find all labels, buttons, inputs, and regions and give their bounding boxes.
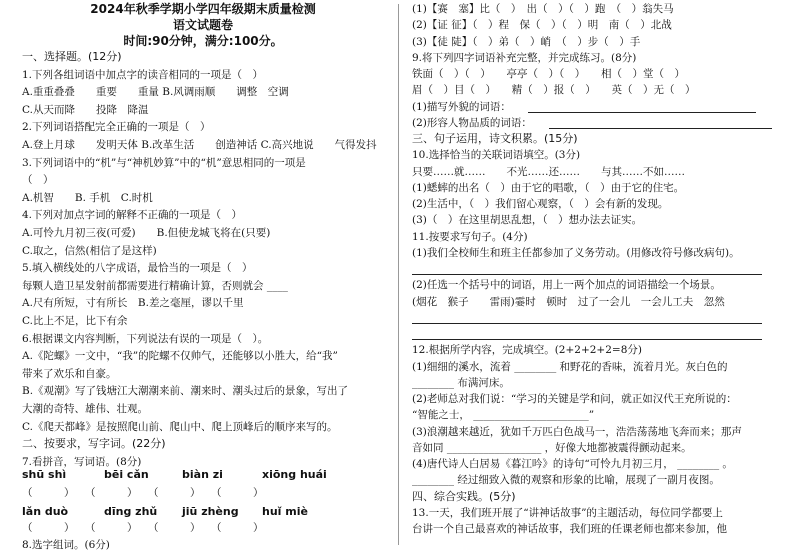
question-line: A.可怜九月初三夜(可爱) B.但使龙城飞将在(只要) — [22, 227, 271, 239]
time-info: 时间:90分钟，满分:100分。 — [123, 34, 283, 48]
question-line: 眉（ ）目（ ） 精（ ）报（ ） 英（ ）无（ ） — [412, 84, 696, 97]
answer-line[interactable] — [549, 128, 773, 129]
question-line: 10.选择恰当的关联词语填空。(3分) — [412, 149, 581, 162]
question-line: 13.一天，我们班开展了“讲神话故事”的主题活动，每位同学都要上 — [412, 506, 723, 519]
answer-line[interactable] — [412, 323, 762, 324]
question-line: 只要……就…… 不光……还…… 与其……不如…… — [412, 165, 685, 178]
answer-line[interactable] — [412, 274, 762, 275]
question-line: (2)老师总对我们说：“学习的关键是学和问，就正如汉代王充所说的： — [412, 393, 737, 405]
question-line: 2.下列词语搭配完全正确的一项是（ ） — [22, 121, 211, 134]
question-line: C.取之，信然(相信了是这样) — [22, 244, 157, 257]
pinyin-word: xiōng huái — [262, 468, 327, 482]
question-line: 音如同 __________________ ，好像大地都被震得颤动起来。 — [412, 441, 692, 454]
question-line: (烟花 猴子 雷雨)霎时 顿时 过了一会儿 一会儿工夫 忽然 — [412, 295, 725, 308]
question-line: （ ） — [22, 174, 54, 187]
exam-subtitle: 语文试题卷 — [172, 18, 233, 32]
exam-title: 2024年秋季学期小学四年级期末质量检测 — [90, 2, 316, 16]
question-line: 每颗人造卫星发射前都需要进行精确计算，否则就会 ____ — [22, 279, 288, 292]
question-line: A.《陀螺》一文中，“我”的陀螺不仅帅气，还能够以小胜大，给“我” — [22, 350, 338, 363]
question-line: (2)生活中，（ ）我们留心观察，（ ）会有新的发现。 — [412, 198, 669, 210]
question-line: C.从天而降 投降 降温 — [22, 103, 149, 116]
question-line: (3)【徒 陡】（ ）弟（ ）峭 （ ）步（ ）手 — [412, 35, 641, 48]
section-heading: 三、句子运用，诗文积累。(15分) — [412, 132, 578, 145]
question-line: 铁面（ ）（ ） 亭亭（ ）（ ） 相（ ）堂（ ） — [412, 68, 685, 80]
question-line: 1.下列各组词语中加点字的读音相同的一项是（ ） — [22, 68, 264, 81]
question-line: ________ 经过细致入微的观察和形象的比喻，展现了一副月夜图。 — [412, 474, 720, 487]
question-line: 台讲一个自己最喜欢的神话故事，我们班的任课老师也都来参加，他 — [412, 523, 727, 535]
question-line: (4)唐代诗人白居易《暮江吟》的诗句“可怜九月初三月， ________ 。 — [412, 458, 733, 470]
column-divider — [398, 4, 399, 545]
section-heading: 一、选择题。(12分) — [22, 50, 122, 63]
question-line: ________ 布满河床。 — [412, 376, 510, 389]
question-line: (2)【证 征】（ ）程 保（ ）（ ）明 南（ ）北战 — [412, 19, 672, 32]
question-line: (2)任选一个括号中的词语，用上一两个加点的词语描绘一个场景。 — [412, 279, 721, 292]
question-line: C.比上不足，比下有余 — [22, 315, 128, 327]
question-line: A.机智 B. 手机 C.时机 — [22, 191, 153, 204]
question-line: B.《观潮》写了钱塘江大潮潮来前、潮来时、潮头过后的景象，写出了 — [22, 385, 349, 398]
question-line: 4.下列对加点字词的解释不正确的一项是（ ） — [22, 209, 243, 222]
question-line: (3)（ ）在这里胡思乱想，（ ）想办法去证实。 — [412, 214, 643, 227]
pinyin-word: bēi cǎn — [104, 468, 149, 482]
question-line: 6.根据课文内容判断，下列说法有误的一项是（ ）。 — [22, 332, 269, 345]
question-line: 5.填入横线处的八字成语，最恰当的一项是（ ） — [22, 262, 253, 275]
question-line: 3.下列词语中的“机”与“神机妙算”中的“机”意思相同的一项是 — [22, 156, 306, 169]
pinyin-word: dīng zhǔ — [104, 505, 158, 519]
question-line: “智能之士， ______________________” — [412, 409, 595, 422]
question-line: 9.将下列四字词语补充完整，并完成练习。(8分) — [412, 51, 637, 64]
question-line: (1)蟋蟀的出名（ ）由于它的唱歌，（ ）由于它的住宅。 — [412, 181, 685, 194]
question-line: (2)形容人物品质的词语： — [412, 116, 532, 129]
question-line: (1)我们全校师生和班主任都参加了义务劳动。(用修改符号修改病句)。 — [412, 246, 740, 259]
question-line: A.尺有所短，寸有所长 B.差之毫厘，谬以千里 — [22, 297, 244, 310]
question-line: 8.选字组词。(6分) — [22, 539, 110, 552]
question-line: 12.根据所学内容，完成填空。(2+2+2+2=8分) — [412, 344, 642, 357]
answer-line[interactable] — [528, 112, 756, 113]
pinyin-word: jiū zhèng — [182, 505, 239, 519]
answer-line[interactable] — [412, 339, 762, 340]
question-line: 7.看拼音，写词语。(8分) — [22, 455, 142, 468]
question-line: A.登上月球 发明天体 B.改革生活 创造神话 C.高兴地说 气得发抖 — [22, 139, 377, 151]
answer-brackets-row[interactable]: （ ） （ ） （ ） （ ） — [22, 487, 264, 500]
question-line: (1)【赛 塞】比（ ） 出（ ）（ ）跑 （ ）翁失马 — [412, 3, 674, 15]
pinyin-word: shū shì — [22, 468, 67, 482]
question-line: (1)细细的溪水，流着 ________ 和野花的香味，流着月光。灰白色的 — [412, 360, 728, 373]
section-heading: 二、按要求，写字词。(22分) — [22, 437, 166, 451]
answer-brackets-row[interactable]: （ ） （ ） （ ） （ ） — [22, 522, 264, 535]
question-line: 带来了欢乐和自豪。 — [22, 367, 117, 380]
question-line: 大潮的奇特、雄伟、壮观。 — [22, 403, 148, 415]
pinyin-word: lǎn duò — [22, 505, 69, 519]
question-line: (3)浪潮越来越近，犹如千万匹白色战马一，浩浩荡荡地飞奔而来；那声 — [412, 425, 742, 438]
section-heading: 四、综合实践。(5分) — [412, 489, 516, 503]
question-line: C.《爬天都峰》是按照爬山前、爬山中、爬上顶峰后的顺序来写的。 — [22, 420, 338, 433]
pinyin-word: biàn zi — [182, 468, 223, 482]
question-line: 11.按要求写句子。(4分) — [412, 230, 528, 243]
question-line: A.重重叠叠 重要 重量 B.风调雨顺 调整 空调 — [22, 86, 289, 99]
question-line: (1)描写外貌的词语： — [412, 100, 511, 113]
pinyin-word: huǐ miè — [262, 505, 308, 519]
